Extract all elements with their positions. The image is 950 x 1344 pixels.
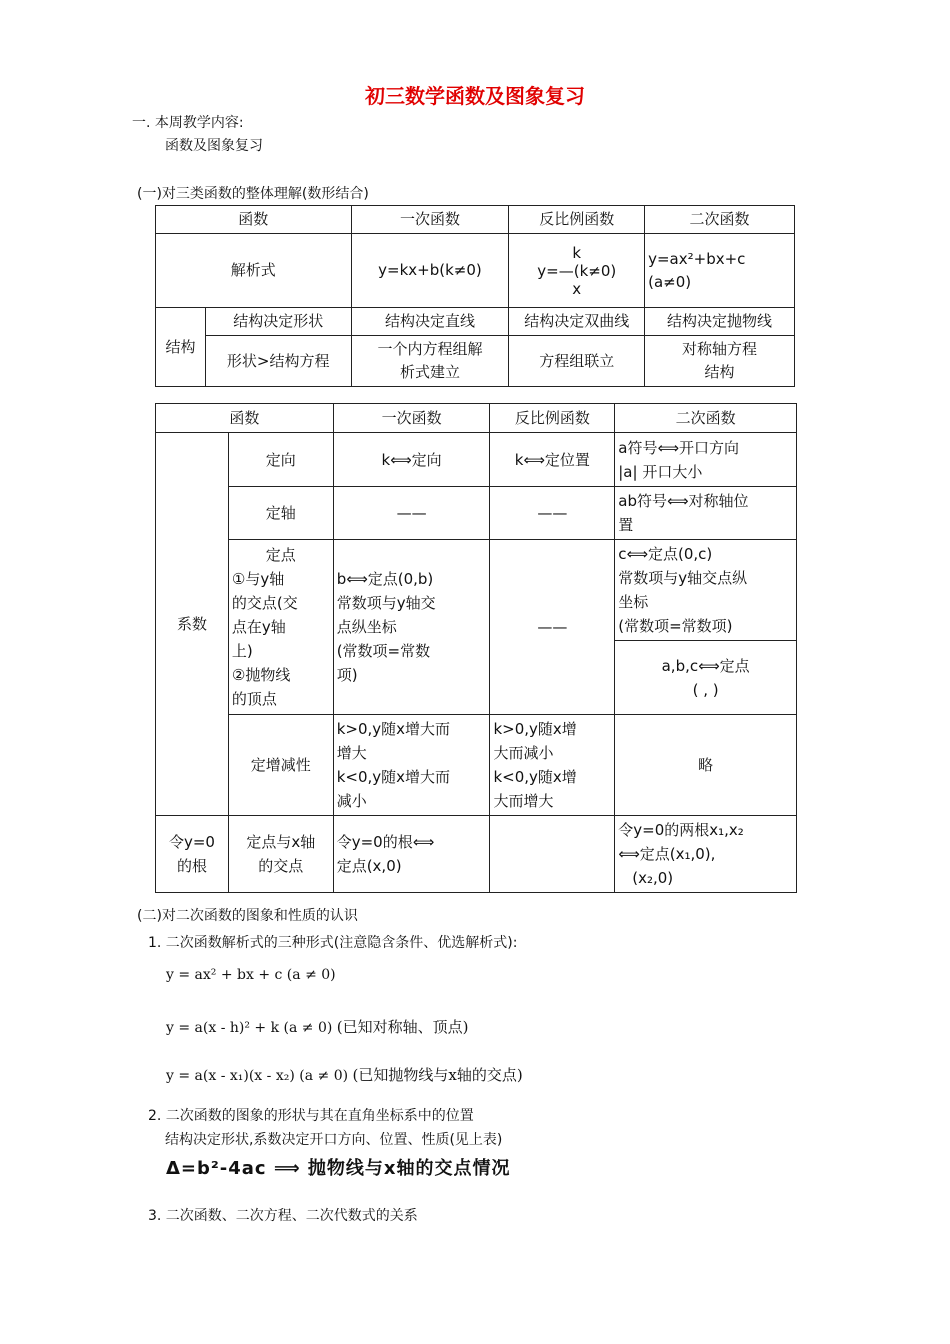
root-label-0: 令y=0 [168, 833, 215, 851]
linear-root-0: 令y=0的根⟺ [336, 833, 435, 851]
analytic-label: 解析式 [156, 234, 352, 308]
formula-vertex [166, 1016, 469, 1037]
linear-structure-2 [351, 336, 509, 387]
quad-fp-a-3: (常数项=常数项) [618, 617, 733, 635]
linear-mono-1: 增大 [336, 744, 367, 762]
formula-vertex-note: (已知对称轴、顶点) [336, 1018, 469, 1036]
inverse-structure-1: 结构决定双曲线 [509, 308, 645, 336]
inverse-mono-3: 大而增大 [493, 792, 554, 810]
inverse-denominator: x [572, 279, 582, 298]
fp-label-4: 上) [231, 642, 253, 660]
section1-content: 函数及图象复习 [165, 138, 263, 154]
section1-heading: 一. 本周教学内容: [132, 115, 244, 131]
part2-item2-sub: 结构决定形状,系数决定开口方向、位置、性质(见上表) [165, 1132, 503, 1148]
root-label-1: 的根 [176, 857, 207, 875]
table2-header-linear: 一次函数 [333, 404, 490, 433]
fp-label-2: 的交点(交 [231, 594, 298, 612]
quadratic-axis-2: 置 [618, 516, 634, 534]
quadratic-structure-2b: 结构 [704, 363, 735, 381]
root-sub-label [228, 816, 333, 893]
inverse-mono-2: k<0,y随x增 [493, 768, 577, 786]
quadratic-structure-2 [645, 336, 795, 387]
linear-monotonic [333, 715, 490, 816]
discriminant-relation: Δ=b²-4ac ⟹ 抛物线与x轴的交点情况 [166, 1158, 511, 1179]
inverse-analytic [509, 234, 645, 308]
inverse-monotonic [490, 715, 615, 816]
fp-label-5: ②抛物线 [231, 666, 291, 684]
linear-analytic: y=kx+b(k≠0) [351, 234, 509, 308]
linear-mono-2: k<0,y随x增大而 [336, 768, 451, 786]
direction-label: 定向 [228, 433, 333, 487]
coefficient-label: 系数 [156, 433, 229, 816]
inverse-main: y=—(k≠0) [537, 261, 617, 280]
inverse-fixed-point: —— [490, 540, 615, 715]
quad-fp-a-0: c⟺定点(0,c) [618, 545, 713, 563]
quad-root-1: ⟺定点(x₁,0), [618, 845, 716, 863]
quad-fp-a-1: 常数项与y轴交点纵 [618, 569, 748, 587]
coefficient-table [155, 403, 797, 893]
quadratic-axis [615, 487, 797, 540]
fp-label-1: ①与y轴 [231, 570, 285, 588]
quadratic-root [615, 816, 797, 893]
linear-mono-3: 减小 [336, 792, 367, 810]
structure-sub2: 形状>结构方程 [205, 336, 351, 387]
linear-structure-2b: 析式建立 [399, 363, 460, 381]
root-sub-1: 的交点 [258, 857, 304, 875]
linear-axis: —— [333, 487, 490, 540]
structure-label: 结构 [156, 308, 206, 387]
quadratic-analytic-line2: (a≠0) [648, 272, 692, 291]
axis-label: 定轴 [228, 487, 333, 540]
linear-fp-2: 点纵坐标 [336, 618, 397, 636]
inverse-direction: k⟺定位置 [490, 433, 615, 487]
root-label [156, 816, 229, 893]
table2-header-quadratic: 二次函数 [615, 404, 797, 433]
linear-structure-1: 结构决定直线 [351, 308, 509, 336]
table2-header-inverse: 反比例函数 [490, 404, 615, 433]
structure-sub1: 结构决定形状 [205, 308, 351, 336]
quadratic-analytic [645, 234, 795, 308]
root-sub-0: 定点与x轴 [246, 833, 316, 851]
fp-label-6: 的顶点 [231, 690, 277, 708]
linear-root-1: 定点(x,0) [336, 857, 402, 875]
part2-item2: 2. 二次函数的图象的形状与其在直角坐标系中的位置 [148, 1108, 474, 1124]
formula-intercept-eq: y = a(x - x₁)(x - x₂) (a ≠ 0) [166, 1068, 349, 1084]
quadratic-axis-1: ab符号⟺对称轴位 [618, 492, 749, 510]
linear-mono-0: k>0,y随x增大而 [336, 720, 451, 738]
linear-fixed-point [333, 540, 490, 715]
function-overview-table [155, 205, 795, 387]
inverse-numerator: k [572, 243, 582, 262]
part2-heading: (二)对二次函数的图象和性质的认识 [137, 908, 358, 924]
quadratic-direction-2: |a| 开口大小 [618, 462, 703, 481]
quad-root-2: (x₂,0) [632, 869, 674, 887]
part2-item1: 1. 二次函数解析式的三种形式(注意隐含条件、优选解析式): [148, 935, 518, 951]
quadratic-fixed-point-b [615, 641, 797, 715]
inverse-axis: —— [490, 487, 615, 540]
fp-label-0: 定点 [265, 546, 296, 564]
table2-header-function: 函数 [156, 404, 334, 433]
inverse-mono-0: k>0,y随x增 [493, 720, 577, 738]
quadratic-structure-2a: 对称轴方程 [682, 340, 758, 358]
fp-label-3: 点在y轴 [231, 618, 286, 636]
quadratic-structure-1: 结构决定抛物线 [645, 308, 795, 336]
quadratic-direction-1: a符号⟺开口方向 [618, 438, 739, 457]
linear-fp-1: 常数项与y轴交 [336, 594, 436, 612]
part2-item3: 3. 二次函数、二次方程、二次代数式的关系 [148, 1208, 418, 1224]
linear-direction: k⟺定向 [333, 433, 490, 487]
table1-header-quadratic: 二次函数 [645, 206, 795, 234]
quadratic-monotonic: 略 [615, 715, 797, 816]
quadratic-direction [615, 433, 797, 487]
table1-header-inverse: 反比例函数 [509, 206, 645, 234]
page-title: 初三数学函数及图象复习 [365, 84, 585, 108]
inverse-structure-2: 方程组联立 [509, 336, 645, 387]
table1-header-function: 函数 [156, 206, 352, 234]
quadratic-fixed-point-a [615, 540, 797, 641]
linear-root [333, 816, 490, 893]
inverse-root [490, 816, 615, 893]
formula-vertex-eq: y = a(x - h)² + k (a ≠ 0) [166, 1020, 333, 1036]
linear-fp-3: (常数项=常数 [336, 642, 431, 660]
monotonic-label: 定增减性 [228, 715, 333, 816]
linear-structure-2a: 一个内方程组解 [377, 340, 483, 358]
part1-heading: (一)对三类函数的整体理解(数形结合) [137, 186, 369, 202]
quad-fp-a-2: 坐标 [618, 593, 649, 611]
quadratic-analytic-line1: y=ax²+bx+c [648, 249, 746, 268]
linear-fp-4: 项) [336, 666, 358, 684]
inverse-mono-1: 大而减小 [493, 744, 554, 762]
quad-root-0: 令y=0的两根x₁,x₂ [618, 821, 744, 839]
formula-intercept-note: (已知抛物线与x轴的交点) [352, 1066, 523, 1084]
quad-fp-b-0: a,b,c⟺定点 [661, 656, 750, 675]
linear-fp-0: b⟺定点(0,b) [336, 570, 434, 588]
table1-header-linear: 一次函数 [351, 206, 509, 234]
formula-intercept [166, 1064, 523, 1085]
formula-general: y = ax² + bx + c (a ≠ 0) [166, 967, 336, 983]
quad-fp-b-1: ( , ) [692, 680, 719, 699]
fixed-point-label [228, 540, 333, 715]
